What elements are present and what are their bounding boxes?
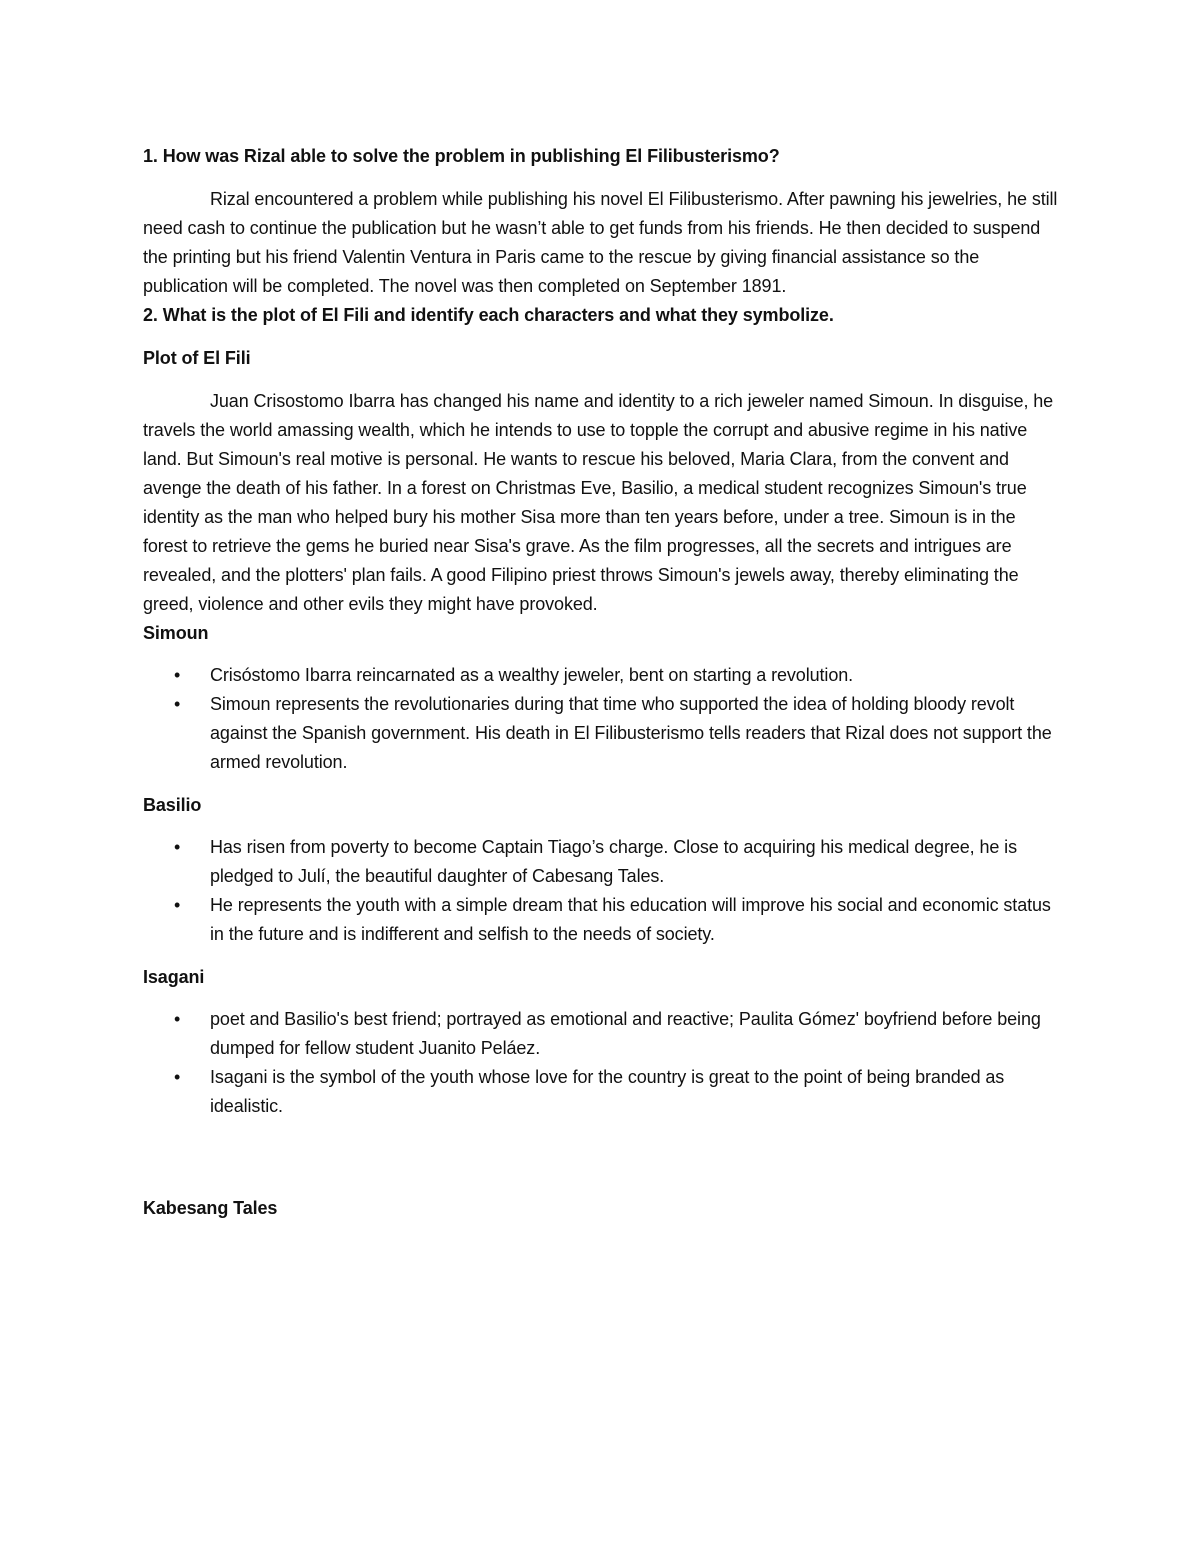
list-item-text: poet and Basilio's best friend; portrayed as emotional and reactive; Paulita Gómez' boyfriend before being dumped for fellow student Juanito Peláez. (210, 1009, 1041, 1058)
document-content (143, 142, 1063, 1236)
list-item (143, 833, 1063, 891)
spacer (143, 1135, 1063, 1194)
bullet-icon: • (174, 665, 181, 685)
question-2-heading: 2. What is the plot of El Fili and identify each characters and what they symbolize. (143, 305, 834, 325)
character-list-simoun (143, 661, 1063, 777)
list-item (143, 661, 1063, 690)
bullet-icon: • (174, 837, 181, 857)
list-item-text: He represents the youth with a simple dream that his education will improve his social and economic status in the future and is indifferent and selfish to the needs of society. (210, 895, 1051, 944)
list-item-text: Crisóstomo Ibarra reincarnated as a wealthy jeweler, bent on starting a revolution. (210, 665, 854, 685)
character-list-isagani (143, 1005, 1063, 1121)
character-heading-isagani: Isagani (143, 967, 205, 987)
list-item (143, 690, 1063, 777)
character-list-basilio (143, 833, 1063, 949)
list-item (143, 891, 1063, 949)
character-heading-basilio: Basilio (143, 795, 202, 815)
question-1-heading: 1. How was Rizal able to solve the problem in publishing El Filibusterismo? (143, 146, 780, 166)
list-item (143, 1005, 1063, 1063)
list-item-text: Isagani is the symbol of the youth whose love for the country is great to the point of being branded as idealistic. (210, 1067, 1005, 1116)
plot-heading: Plot of El Fili (143, 348, 251, 368)
question-1-answer: Rizal encountered a problem while publishing his novel El Filibusterismo. After pawning his jewelries, he still need cash to continue the publication but he wasn’t able to get funds from his friends. He then decided to suspend the printing but his friend Valentin Ventura in Paris came to the rescue by giving financial assistance so the publication will be completed. The novel was then completed on September 1891. (143, 189, 1058, 296)
bullet-icon: • (174, 1009, 181, 1029)
character-heading-kabesang-tales: Kabesang Tales (143, 1198, 278, 1218)
list-item-text: Simoun represents the revolutionaries during that time who supported the idea of holding bloody revolt against the Spanish government. His death in El Filibusterismo tells readers that Rizal does not support the armed revolution. (210, 694, 1052, 772)
character-heading-simoun: Simoun (143, 623, 209, 643)
bullet-icon: • (174, 694, 181, 714)
list-item-text: Has risen from poverty to become Captain Tiago’s charge. Close to acquiring his medical degree, he is pledged to Julí, the beautiful daughter of Cabesang Tales. (210, 837, 1017, 886)
bullet-icon: • (174, 895, 181, 915)
bullet-icon: • (174, 1067, 181, 1087)
list-item (143, 1063, 1063, 1121)
plot-paragraph: Juan Crisostomo Ibarra has changed his name and identity to a rich jeweler named Simoun. In disguise, he travels the world amassing wealth, which he intends to use to topple the corrupt and abusive regime in his native land. But Simoun's real motive is personal. He wants to rescue his beloved, Maria Clara, from the convent and avenge the death of his father. In a forest on Christmas Eve, Basilio, a medical student recognizes Simoun's true identity as the man who helped bury his mother Sisa more than ten years before, under a tree. Simoun is in the forest to retrieve the gems he buried near Sisa's grave. As the film progresses, all the secrets and intrigues are revealed, and the plotters' plan fails. A good Filipino priest throws Simoun's jewels away, thereby eliminating the greed, violence and other evils they might have provoked. (143, 391, 1054, 614)
